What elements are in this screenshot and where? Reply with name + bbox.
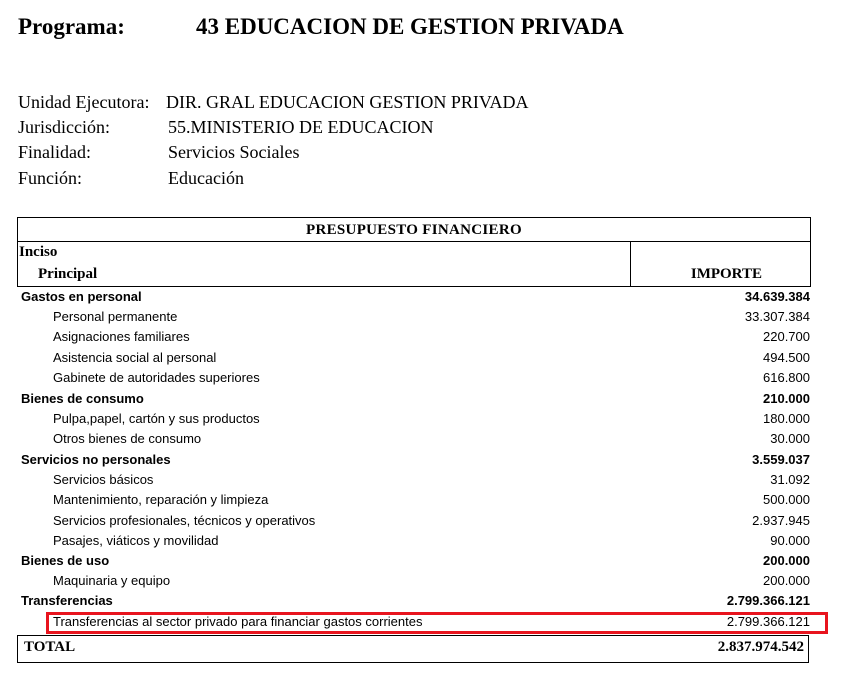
highlight-box — [46, 612, 828, 634]
row-label: Transferencias al sector privado para financiar gastos corrientes — [53, 614, 423, 629]
row-amount: 200.000 — [763, 573, 810, 588]
row-label: Pulpa,papel, cartón y sus productos — [53, 411, 260, 426]
total-row — [17, 635, 809, 663]
table-row — [0, 450, 853, 470]
row-label: Mantenimiento, reparación y limpieza — [53, 492, 269, 507]
row-amount: 3.559.037 — [752, 452, 810, 467]
row-label: Bienes de uso — [21, 553, 110, 568]
row-label: Gabinete de autoridades superiores — [53, 370, 260, 385]
table-row — [0, 429, 853, 449]
row-amount: 494.500 — [763, 350, 810, 365]
info-label: Unidad Ejecutora: — [18, 92, 150, 112]
column-divider — [630, 242, 631, 287]
row-amount: 31.092 — [770, 472, 810, 487]
row-amount: 210.000 — [763, 391, 810, 406]
row-label: Transferencias — [21, 593, 113, 608]
info-value: 55.MINISTERIO DE EDUCACION — [168, 117, 434, 137]
program-title: 43 EDUCACION DE GESTION PRIVADA — [196, 14, 624, 39]
info-label: Jurisdicción: — [18, 117, 110, 137]
column-header-principal: Principal — [38, 266, 98, 282]
total-label: TOTAL — [24, 639, 76, 655]
row-label: Servicios básicos — [53, 472, 154, 487]
row-label: Pasajes, viáticos y movilidad — [53, 533, 219, 548]
info-label: Función: — [18, 168, 83, 188]
info-row-jurisdiccion — [18, 117, 434, 138]
table-row — [0, 591, 853, 611]
table-row — [0, 348, 853, 368]
info-row-unidad-ejecutora — [18, 92, 529, 113]
program-label: Programa: — [18, 14, 125, 39]
info-value: Educación — [168, 168, 244, 188]
table-row — [0, 531, 853, 551]
row-amount: 90.000 — [770, 533, 810, 548]
row-amount: 616.800 — [763, 370, 810, 385]
row-label: Personal permanente — [53, 309, 178, 324]
info-row-finalidad — [18, 142, 300, 163]
table-row — [0, 490, 853, 510]
info-value: DIR. GRAL EDUCACION GESTION PRIVADA — [166, 92, 529, 112]
row-label: Asignaciones familiares — [53, 329, 190, 344]
total-amount: 2.837.974.542 — [717, 639, 804, 655]
table-title: PRESUPUESTO FINANCIERO — [18, 218, 810, 242]
column-header-importe: IMPORTE — [690, 266, 762, 282]
row-label: Otros bienes de consumo — [53, 431, 202, 446]
table-row — [0, 551, 853, 571]
row-amount: 2.937.945 — [752, 513, 810, 528]
row-label: Gastos en personal — [21, 289, 142, 304]
row-amount: 33.307.384 — [744, 309, 810, 324]
table-row — [0, 571, 853, 591]
table-row — [0, 307, 853, 327]
row-amount: 2.799.366.121 — [726, 614, 810, 629]
row-amount: 30.000 — [770, 431, 810, 446]
table-row — [0, 389, 853, 409]
budget-table-header — [17, 217, 811, 287]
table-row — [0, 511, 853, 531]
row-amount: 500.000 — [763, 492, 810, 507]
row-label: Maquinaria y equipo — [53, 573, 171, 588]
table-row — [0, 287, 853, 307]
info-label: Finalidad: — [18, 142, 91, 162]
table-row — [0, 470, 853, 490]
row-amount: 2.799.366.121 — [726, 593, 810, 608]
table-row — [0, 368, 853, 388]
table-row — [0, 409, 853, 429]
row-label: Asistencia social al personal — [53, 350, 217, 365]
row-amount: 180.000 — [763, 411, 810, 426]
row-label: Servicios no personales — [21, 452, 171, 467]
row-amount: 220.700 — [763, 329, 810, 344]
row-amount: 34.639.384 — [744, 289, 810, 304]
table-row — [0, 327, 853, 347]
info-value: Servicios Sociales — [168, 142, 300, 162]
info-row-funcion — [18, 168, 244, 189]
column-header-inciso: Inciso — [19, 244, 58, 260]
row-label: Servicios profesionales, técnicos y operativos — [53, 513, 316, 528]
row-amount: 200.000 — [763, 553, 810, 568]
row-label: Bienes de consumo — [21, 391, 144, 406]
